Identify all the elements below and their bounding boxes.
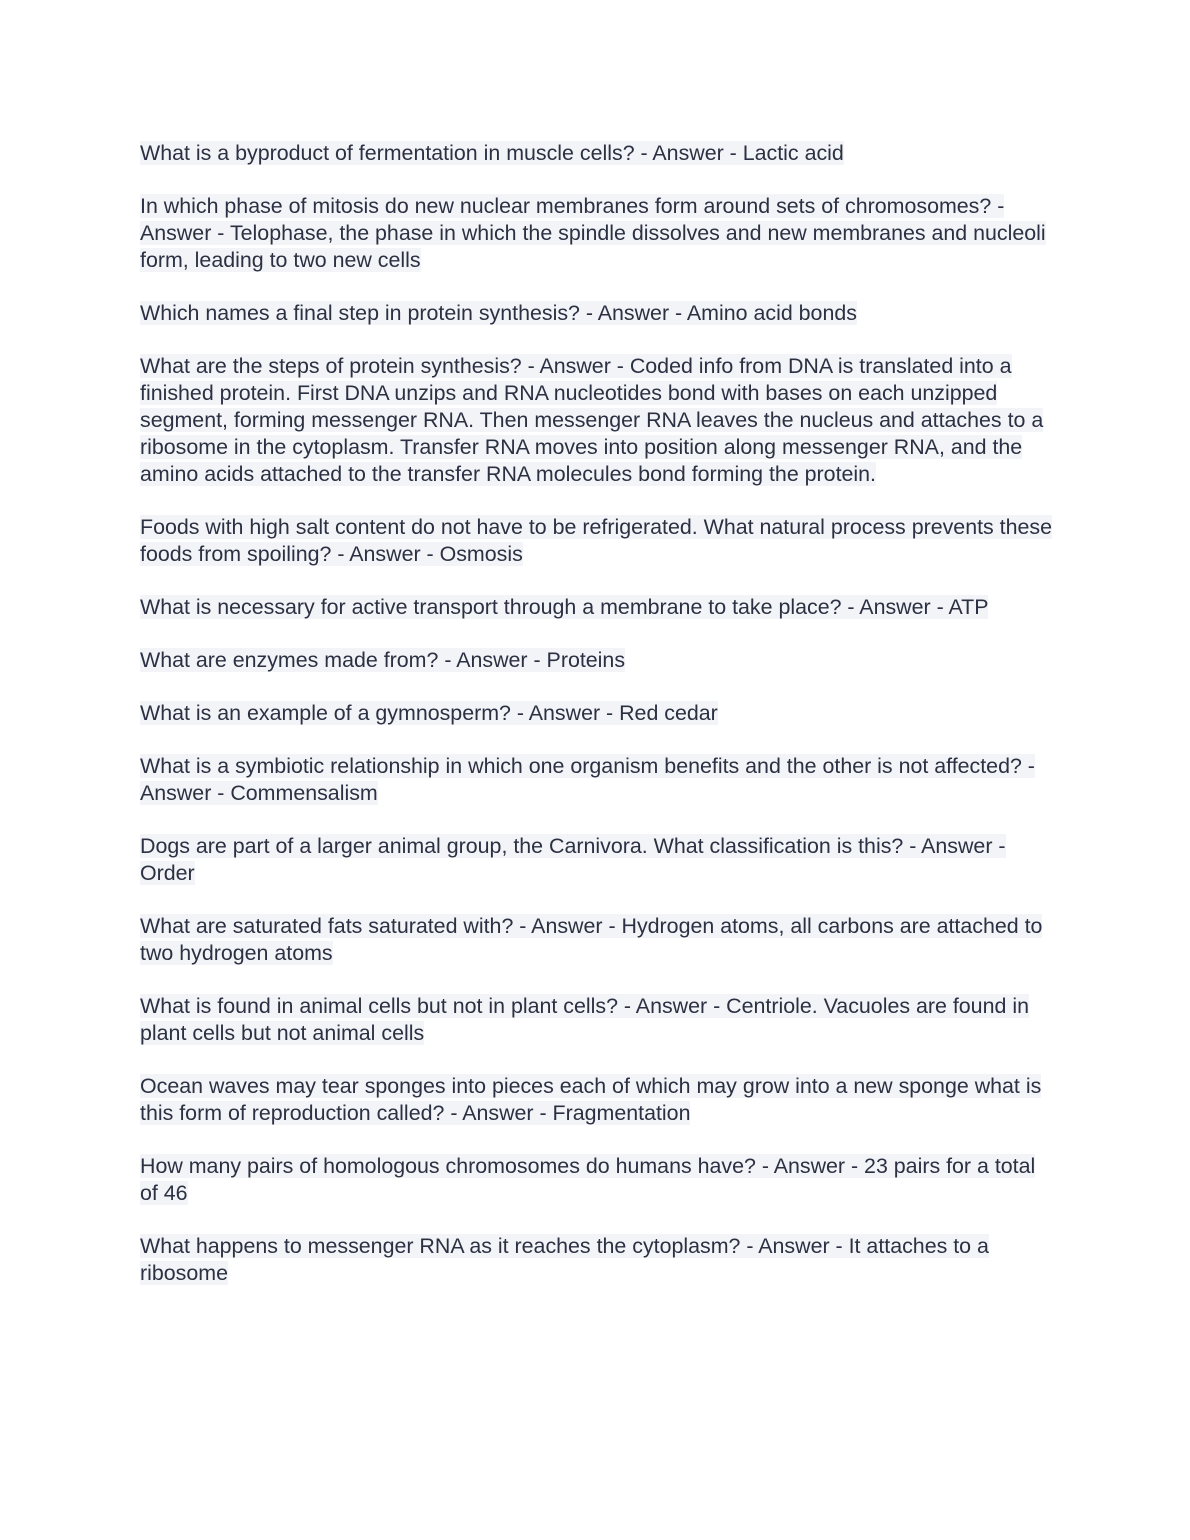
qa-item bbox=[140, 993, 1055, 1047]
qa-item bbox=[140, 193, 1055, 274]
qa-item bbox=[140, 353, 1055, 488]
qa-text: What is necessary for active transport through a membrane to take place? - Answer - ATP bbox=[140, 595, 989, 619]
qa-text: Dogs are part of a larger animal group, the Carnivora. What classification is this? - Answer - Order bbox=[140, 834, 1006, 885]
qa-item bbox=[140, 140, 1055, 167]
qa-item bbox=[140, 833, 1055, 887]
qa-text: How many pairs of homologous chromosomes do humans have? - Answer - 23 pairs for a total of 46 bbox=[140, 1154, 1036, 1205]
qa-item bbox=[140, 1153, 1055, 1207]
qa-text: Which names a final step in protein synthesis? - Answer - Amino acid bonds bbox=[140, 301, 857, 325]
qa-text: What happens to messenger RNA as it reaches the cytoplasm? - Answer - It attaches to a ribosome bbox=[140, 1234, 989, 1285]
qa-text: What are the steps of protein synthesis? - Answer - Coded info from DNA is translated into a finished protein. First DNA unzips and RNA nucleotides bond with bases on each unzipped segment, forming messenger RNA. Then messenger RNA leaves the nucleus and attaches to a ribosome in the cytoplasm. Transfer RNA moves into position along messenger RNA, and the amino acids attached to the transfer RNA molecules bond forming the protein. bbox=[140, 354, 1044, 486]
qa-text: What is a symbiotic relationship in which one organism benefits and the other is not affected? - Answer - Commensalism bbox=[140, 754, 1035, 805]
qa-item bbox=[140, 753, 1055, 807]
qa-text: What are enzymes made from? - Answer - Proteins bbox=[140, 648, 626, 672]
qa-text: What is an example of a gymnosperm? - Answer - Red cedar bbox=[140, 701, 718, 725]
qa-item bbox=[140, 1073, 1055, 1127]
qa-text: Ocean waves may tear sponges into pieces each of which may grow into a new sponge what is this form of reproduction called? - Answer - Fragmentation bbox=[140, 1074, 1042, 1125]
qa-list bbox=[140, 140, 1055, 1313]
qa-item bbox=[140, 700, 1055, 727]
qa-item bbox=[140, 594, 1055, 621]
qa-item bbox=[140, 300, 1055, 327]
qa-text: What is found in animal cells but not in plant cells? - Answer - Centriole. Vacuoles are found in plant cells but not animal cells bbox=[140, 994, 1029, 1045]
qa-item bbox=[140, 913, 1055, 967]
qa-text: Foods with high salt content do not have to be refrigerated. What natural process prevents these foods from spoiling? - Answer - Osmosis bbox=[140, 515, 1053, 566]
qa-text: What is a byproduct of fermentation in muscle cells? - Answer - Lactic acid bbox=[140, 141, 844, 165]
qa-text: What are saturated fats saturated with? - Answer - Hydrogen atoms, all carbons are attached to two hydrogen atoms bbox=[140, 914, 1043, 965]
qa-text: In which phase of mitosis do new nuclear membranes form around sets of chromosomes? - Answer - Telophase, the phase in which the spindle dissolves and new membranes and nucleoli form, leading to two new cells bbox=[140, 194, 1046, 272]
qa-item bbox=[140, 1233, 1055, 1287]
qa-item bbox=[140, 514, 1055, 568]
qa-item bbox=[140, 647, 1055, 674]
